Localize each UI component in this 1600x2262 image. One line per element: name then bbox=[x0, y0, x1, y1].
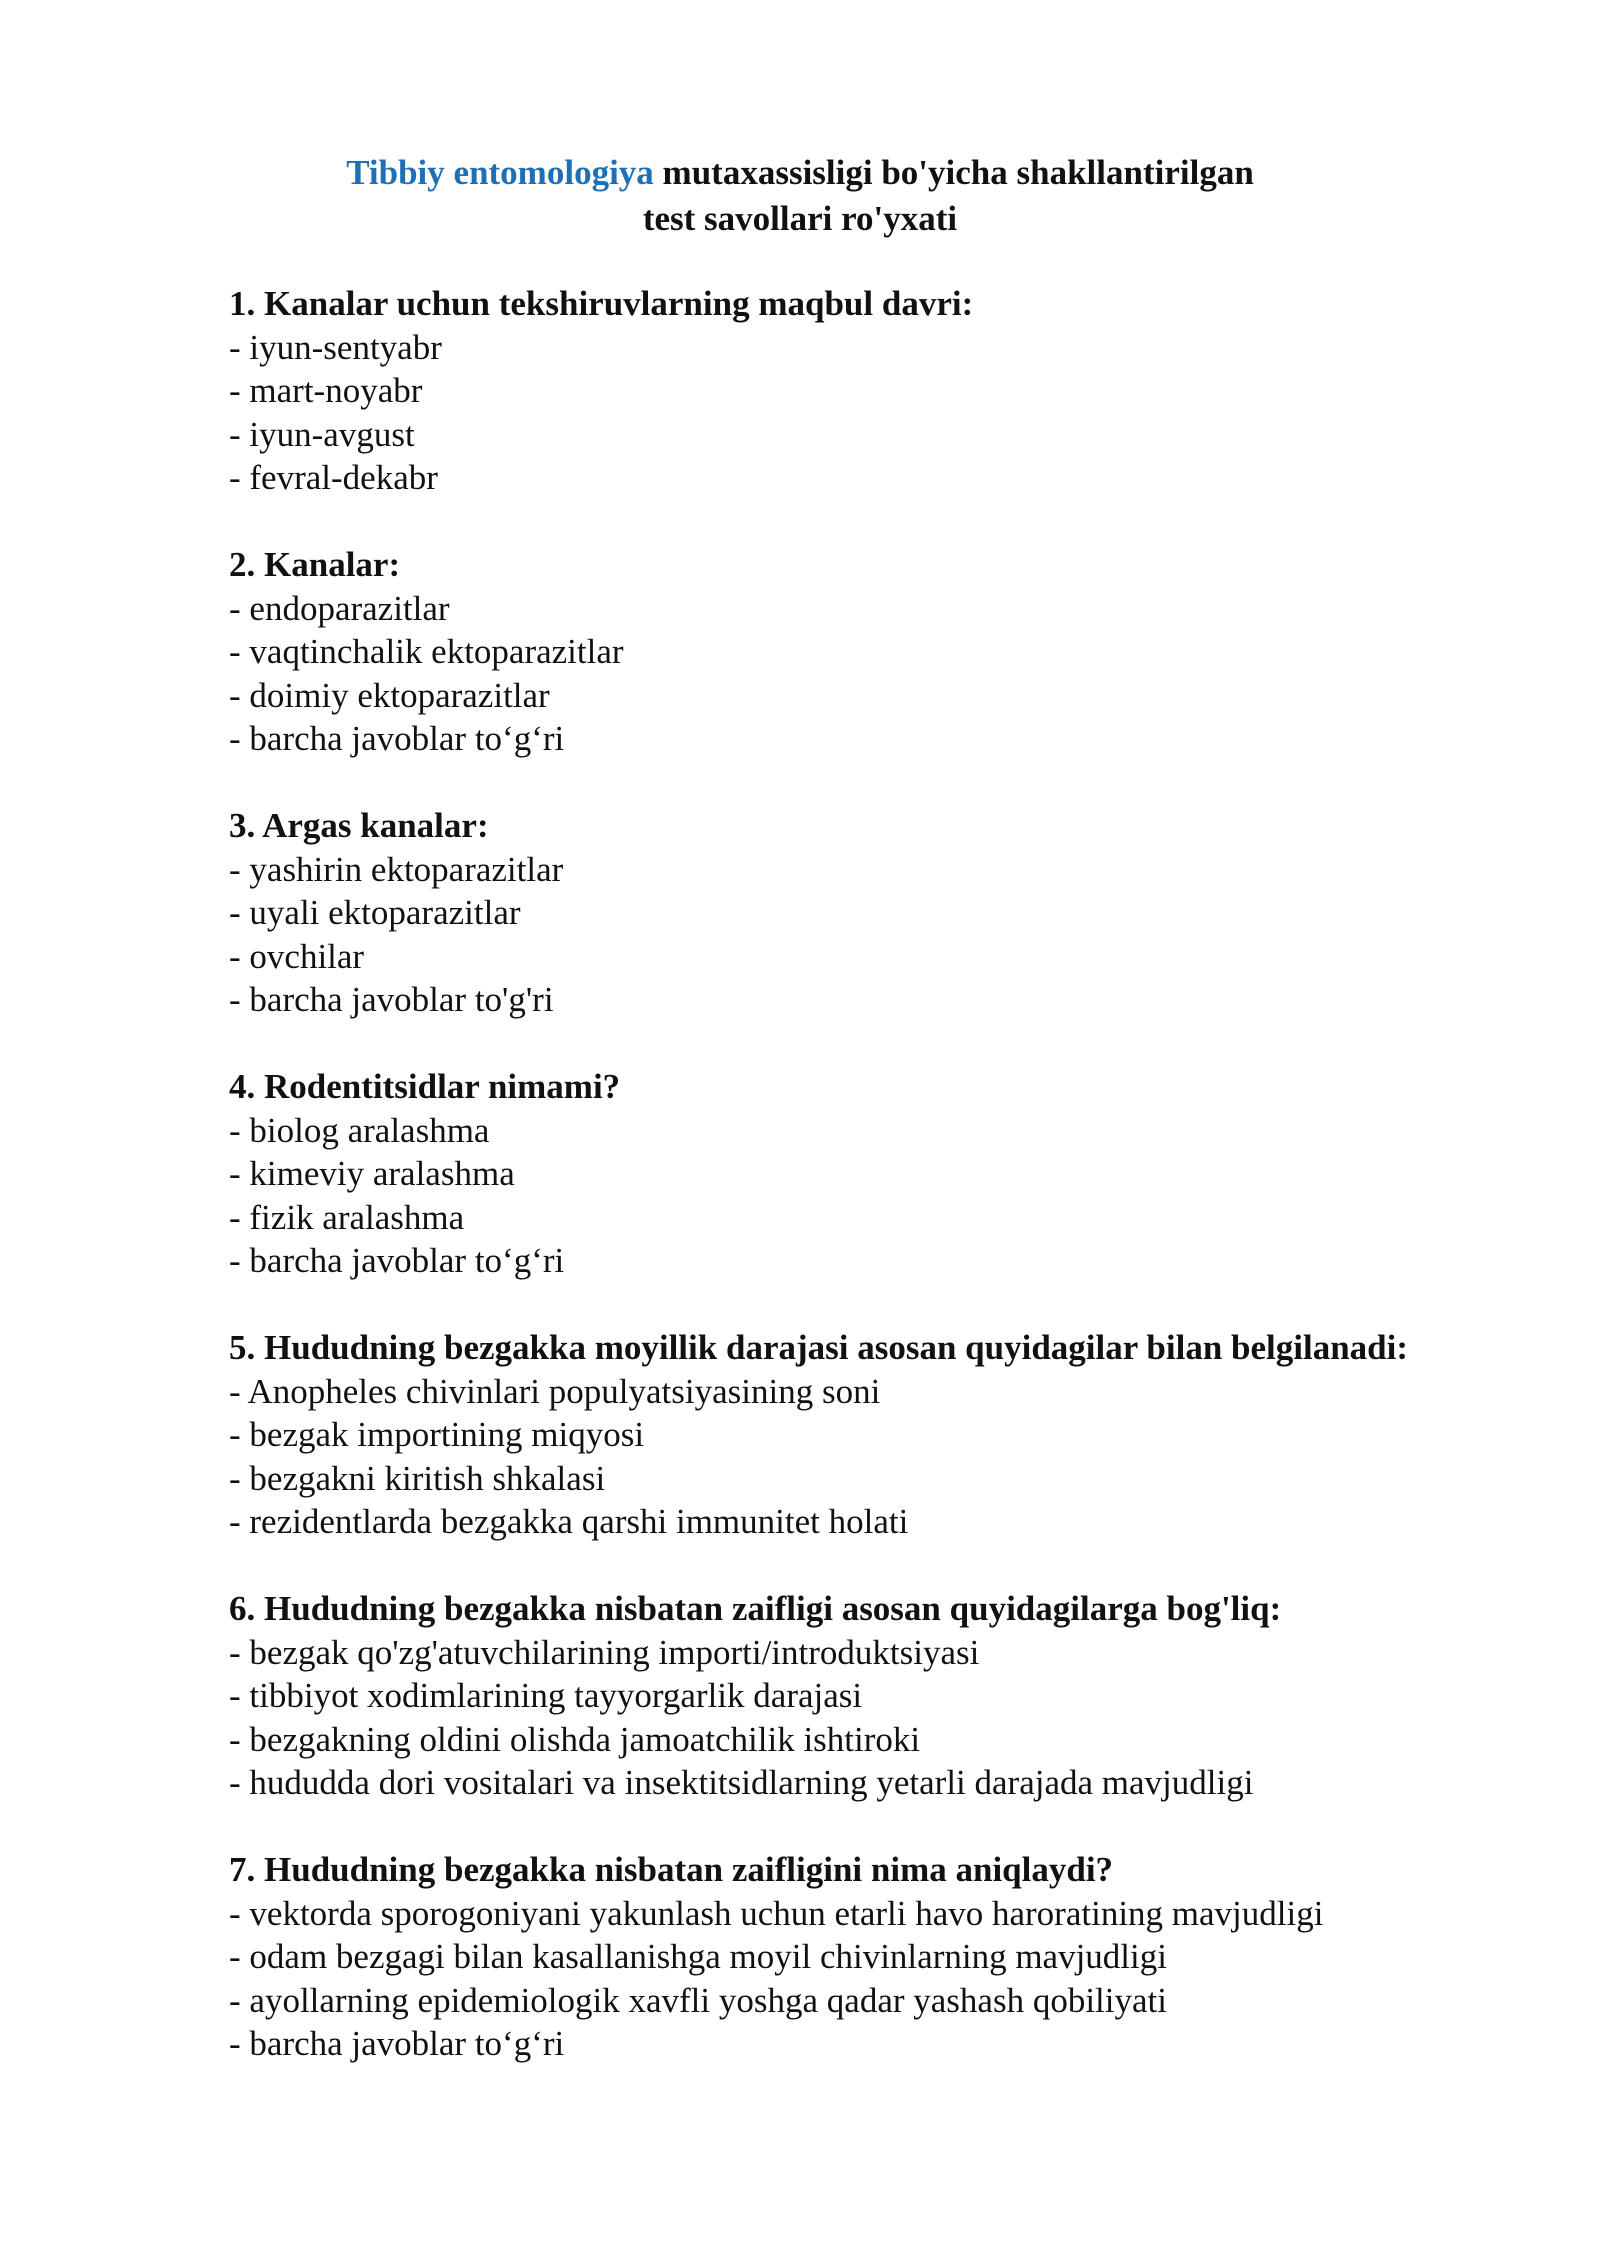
answer-option: - ovchilar bbox=[229, 936, 365, 976]
answer-option: - mart-noyabr bbox=[229, 371, 423, 410]
question-text: 6. Hududning bezgakka nisbatan zaifligi asosan quyidagilarga bog'liq: bbox=[229, 1589, 1282, 1628]
answer-option: - barcha javoblar to‘g‘ri bbox=[229, 719, 565, 758]
question-list bbox=[229, 282, 1489, 2109]
question-text: 5. Hududning bezgakka moyillik darajasi asosan quyidagilar bilan belgilanadi: bbox=[229, 1328, 1409, 1367]
question-text: 7. Hududning bezgakka nisbatan zaifligini nima aniqlaydi? bbox=[229, 1850, 1114, 1889]
answer-option: - kimeviy aralashma bbox=[229, 1154, 515, 1193]
answer-option: - vaqtinchalik ektoparazitlar bbox=[229, 632, 624, 671]
question-item bbox=[229, 543, 1489, 761]
answer-option: - bezgak qo'zg'atuvchilarining importi/introduktsiyasi bbox=[229, 1632, 980, 1672]
answer-option: - doimiy ektoparazitlar bbox=[229, 675, 550, 715]
answer-option: - iyun-sentyabr bbox=[229, 327, 442, 367]
answer-option: - biolog aralashma bbox=[229, 1110, 490, 1150]
title-accent: Tibbiy entomologiya bbox=[346, 153, 654, 192]
answer-option: - fevral-dekabr bbox=[229, 458, 438, 497]
title-line-1 bbox=[0, 150, 1600, 196]
document-title bbox=[0, 150, 1600, 242]
question-item bbox=[229, 1848, 1489, 2066]
answer-option: - barcha javoblar to‘g‘ri bbox=[229, 1241, 565, 1280]
question-item bbox=[229, 1587, 1489, 1805]
answer-option: - ayollarning epidemiologik xavfli yoshga qadar yashash qobiliyati bbox=[229, 1980, 1167, 2020]
answer-option: - barcha javoblar to‘g‘ri bbox=[229, 2024, 565, 2063]
answer-option: - Anopheles chivinlari populyatsiyasining soni bbox=[229, 1371, 881, 1411]
answer-option: - tibbiyot xodimlarining tayyorgarlik darajasi bbox=[229, 1676, 863, 1715]
answer-option: - barcha javoblar to'g'ri bbox=[229, 980, 554, 1019]
answer-option: - odam bezgagi bilan kasallanishga moyil chivinlarning mavjudligi bbox=[229, 1937, 1167, 1976]
answer-option: - bezgak importining miqyosi bbox=[229, 1415, 645, 1454]
answer-option: - endoparazitlar bbox=[229, 588, 450, 628]
question-text: 3. Argas kanalar: bbox=[229, 806, 489, 845]
answer-option: - hududda dori vositalari va insektitsidlarning yetarli darajada mavjudligi bbox=[229, 1763, 1254, 1802]
title-rest: mutaxassisligi bo'yicha shakllantirilgan bbox=[653, 153, 1254, 192]
question-item bbox=[229, 1065, 1489, 1283]
answer-option: - yashirin ektoparazitlar bbox=[229, 849, 564, 889]
answer-option: - fizik aralashma bbox=[229, 1197, 465, 1237]
question-text: 4. Rodentitsidlar nimami? bbox=[229, 1067, 621, 1106]
answer-option: - uyali ektoparazitlar bbox=[229, 893, 521, 932]
question-item bbox=[229, 1326, 1489, 1544]
question-text: 2. Kanalar: bbox=[229, 545, 401, 584]
answer-option: - bezgakning oldini olishda jamoatchilik ishtiroki bbox=[229, 1719, 921, 1759]
title-line-2: test savollari ro'yxati bbox=[642, 199, 958, 238]
question-item bbox=[229, 282, 1489, 500]
answer-option: - rezidentlarda bezgakka qarshi immunitet holati bbox=[229, 1502, 909, 1541]
answer-option: - bezgakni kiritish shkalasi bbox=[229, 1458, 606, 1498]
answer-option: - vektorda sporogoniyani yakunlash uchun etarli havo haroratining mavjudligi bbox=[229, 1893, 1324, 1933]
answer-option: - iyun-avgust bbox=[229, 414, 415, 454]
question-text: 1. Kanalar uchun tekshiruvlarning maqbul davri: bbox=[229, 284, 974, 323]
question-item bbox=[229, 804, 1489, 1022]
